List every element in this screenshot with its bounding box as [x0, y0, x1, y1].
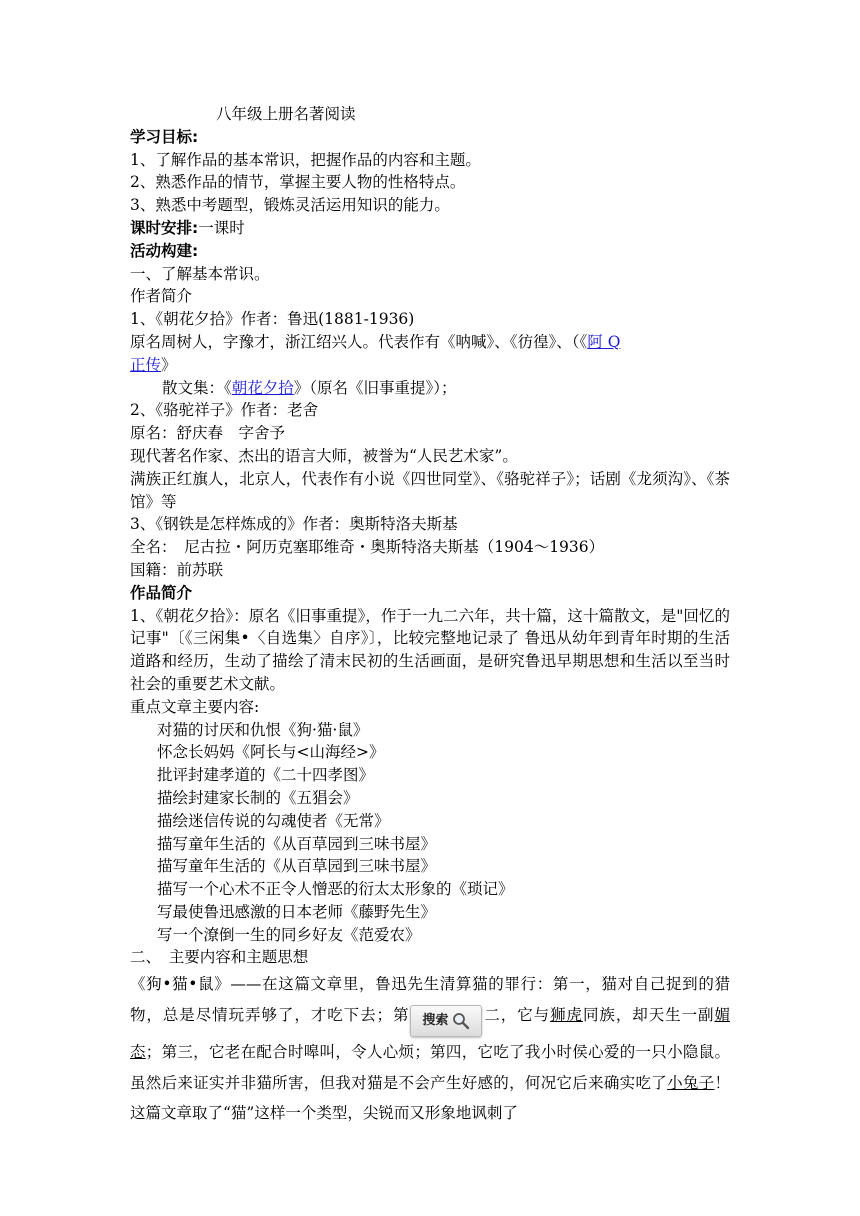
goal-item: 2、熟悉作品的情节，掌握主要人物的性格特点。 — [130, 173, 466, 192]
work-2-line: 2、《骆驼祥子》作者：老舍 — [130, 401, 319, 420]
para-text-4: ；第三，它老在配合时嗥叫，令人心烦；第四，它吃了我小时侯心爱的一只小隐鼠。虽然后来证实并非猫所害，但我对猫是不会产生好感的，何况它后来确实吃了 — [130, 1043, 730, 1092]
work-1-line: 1、《朝花夕拾》作者：鲁迅(1881-1936) — [130, 310, 415, 329]
key-item: 描写童年生活的《从百草园到三味书屋》 — [157, 857, 437, 876]
para-text-5: ！这篇文章取了“猫”这样一个类型，尖锐而又形象地讽刺了 — [130, 1073, 730, 1123]
key-item: 对猫的讨厌和仇恨《狗·猫·鼠》 — [157, 720, 369, 739]
author-intro-heading: 作者简介 — [130, 287, 193, 306]
key-item: 描写一个心术不正令人憎恶的衍太太形象的《琐记》 — [157, 880, 514, 899]
summary-paragraph: 1、《朝花夕拾》：原名《旧事重提》，作于一九二六年，共十篇，这十篇散文，是"回忆的记事"〔《三闲集•〈自选集〉自序》〕，比较完整地记录了 鲁迅从幼年到青年时期的生活道路和经历，生动了描绘了清末民初的生活画面，是研究鲁迅早期思想和生活以至当时社会的重要艺术文献。 — [130, 606, 730, 693]
underlined-word: 小兔子 — [667, 1073, 715, 1092]
para-text-2: 二，它与 — [483, 1005, 551, 1024]
key-item: 描绘封建家长制的《五猖会》 — [157, 788, 359, 807]
key-item: 批评封建孝道的《二十四孝图》 — [157, 766, 375, 785]
ah-q-link-text-2: 正传 — [130, 355, 162, 374]
work-2-name: 原名：舒庆春 字舍予 — [130, 424, 286, 443]
key-item: 描绘迷信传说的勾魂使者《无常》 — [157, 811, 390, 830]
work-3-line: 3、《钢铁是怎样炼成的》作者：奥斯特洛夫斯基 — [130, 515, 458, 534]
key-heading: 重点文章主要内容: — [130, 697, 260, 716]
work-2-desc: 满族正红旗人，北京人，代表作有小说《四世同堂》、《骆驼祥子》；话剧《龙须沟》、《茶馆》等 — [130, 469, 730, 511]
section-heading-2: 二、 主要内容和主题思想 — [130, 948, 309, 967]
page-title: 八年级上册名著阅读 — [216, 105, 356, 123]
dog-cat-mouse-paragraph — [130, 969, 730, 1128]
work-1-desc-end: 》 — [161, 355, 177, 374]
schedule-line — [130, 217, 730, 240]
magnifier-icon — [452, 1012, 470, 1030]
search-button-label: 搜索 — [422, 1012, 449, 1028]
essay-label: 散文集：《 — [162, 378, 232, 397]
essay-alt-name: 》（原名《旧事重提》）； — [293, 378, 457, 397]
work-1-desc-text: 原名周树人，字豫才，浙江绍兴人。代表作有《呐喊》、《彷徨》、（《 — [130, 332, 588, 351]
underlined-word: 媚态 — [130, 1005, 730, 1062]
schedule-label: 课时安排: — [130, 218, 199, 237]
work-3-nation: 国籍：前苏联 — [130, 560, 224, 579]
key-item: 写最使鲁迅感激的日本老师《藤野先生》 — [157, 902, 437, 921]
goal-item: 3、熟悉中考题型，锻炼灵活运用知识的能力。 — [130, 196, 450, 215]
key-item: 描写童年生活的《从百草园到三味书屋》 — [157, 834, 437, 853]
underlined-word: 狮虎 — [550, 1005, 583, 1024]
work-1-desc — [130, 331, 730, 377]
work-3-fullname: 全名： 尼古拉・阿历克塞耶维奇・奥斯特洛夫斯基（1904～1936） — [130, 538, 605, 557]
para-text-3: 同族，却天生一副 — [582, 1005, 715, 1024]
key-item: 写一个潦倒一生的同乡好友《范爱农》 — [157, 925, 421, 944]
zhaohua-link[interactable]: 朝花夕拾 — [231, 378, 294, 397]
activity-heading: 活动构建: — [130, 241, 199, 260]
para-text-1: 《狗•猫•鼠》——在这篇文章里，鲁迅先生清算猫的罪行：第一，猫对自己捉到的猎物，总是尽情玩弄够了，才吃下去；第 — [130, 975, 730, 1024]
work-2-fame: 现代著名作家、杰出的语言大师，被誉为“人民艺术家”。 — [130, 446, 518, 465]
section-heading-1: 一、了解基本常识。 — [130, 264, 270, 283]
key-item: 怀念长妈妈《阿长与<山海经>》 — [157, 743, 385, 762]
goal-item: 1、了解作品的基本常识，把握作品的内容和主题。 — [130, 150, 481, 169]
schedule-value: 一课时 — [198, 218, 245, 237]
document-page — [130, 103, 730, 1129]
goals-heading: 学习目标: — [130, 127, 199, 146]
search-button[interactable] — [410, 1005, 482, 1037]
ah-q-link-text-1: 阿 Q — [587, 332, 621, 351]
work-1-essay — [130, 377, 730, 400]
summary-heading: 作品简介 — [130, 583, 193, 602]
